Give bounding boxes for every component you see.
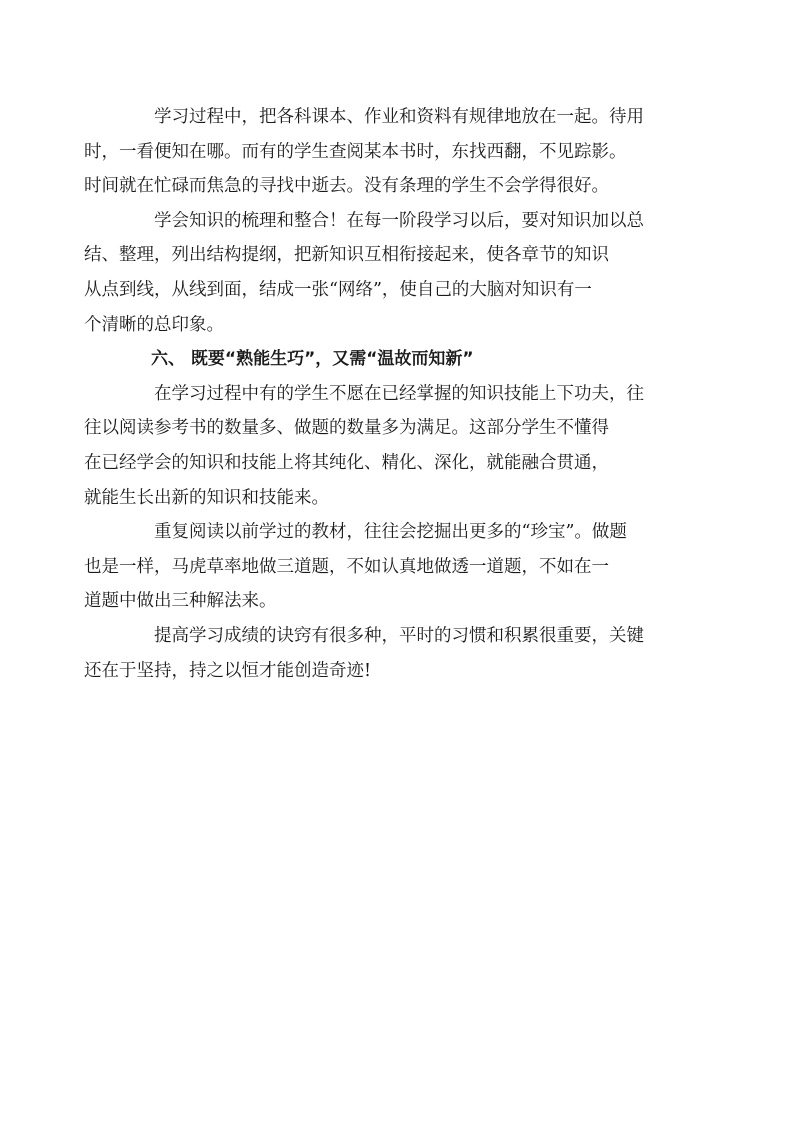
- text-line: 往以阅读参考书的数量多、做题的数量多为满足。这部分学生不懂得: [84, 418, 609, 439]
- section-heading-six: 六、 既要“熟能生巧”，又需“温故而知新”: [151, 349, 474, 370]
- paragraph-knowledge-integration: [84, 204, 679, 342]
- text-line: 时，一看便知在哪。而有的学生查阅某本书时，东找西翻，不见踪影。: [84, 141, 627, 162]
- text-line: 也是一样，马虎草率地做三道题，不如认真地做透一道题，不如在一: [84, 556, 609, 577]
- text-line: 时间就在忙碌而焦急的寻找中逝去。没有条理的学生不会学得很好。: [84, 176, 609, 197]
- text-line: 还在于坚持，持之以恒才能创造奇迹!: [84, 660, 372, 681]
- text-line: 在已经学会的知识和技能上将其纯化、精化、深化，就能融合贯通，: [84, 452, 609, 473]
- text-line: 重复阅读以前学过的教材，往往会挖掘出更多的“珍宝”。做题: [154, 522, 627, 543]
- text-line: 提高学习成绩的诀窍有很多种，平时的习惯和积累很重要，关键: [154, 625, 644, 646]
- text-line: 从点到线，从线到面，结成一张“网络”，使自己的大脑对知识有一: [84, 279, 592, 300]
- paragraph-persistence: [84, 619, 679, 688]
- text-line: 学习过程中，把各科课本、作业和资料有规律地放在一起。待用: [154, 107, 644, 127]
- text-line: 就能生长出新的知识和技能来。: [84, 487, 329, 508]
- text-line: 在学习过程中有的学生不愿在已经掌握的知识技能上下功夫，往: [154, 383, 644, 404]
- paragraph-reread-textbooks: [84, 515, 679, 619]
- paragraph-practice-skills: [84, 377, 679, 515]
- paragraph-organize-materials: [84, 100, 679, 204]
- text-line: 道题中做出三种解法来。: [84, 591, 277, 612]
- text-line: 个清晰的总印象。: [84, 314, 224, 335]
- text-line: 学会知识的梳理和整合！在每一阶段学习以后，要对知识加以总: [154, 210, 644, 231]
- text-line: 结、整理，列出结构提纲，把新知识互相衔接起来，使各章节的知识: [84, 245, 609, 266]
- document-body: [84, 100, 679, 688]
